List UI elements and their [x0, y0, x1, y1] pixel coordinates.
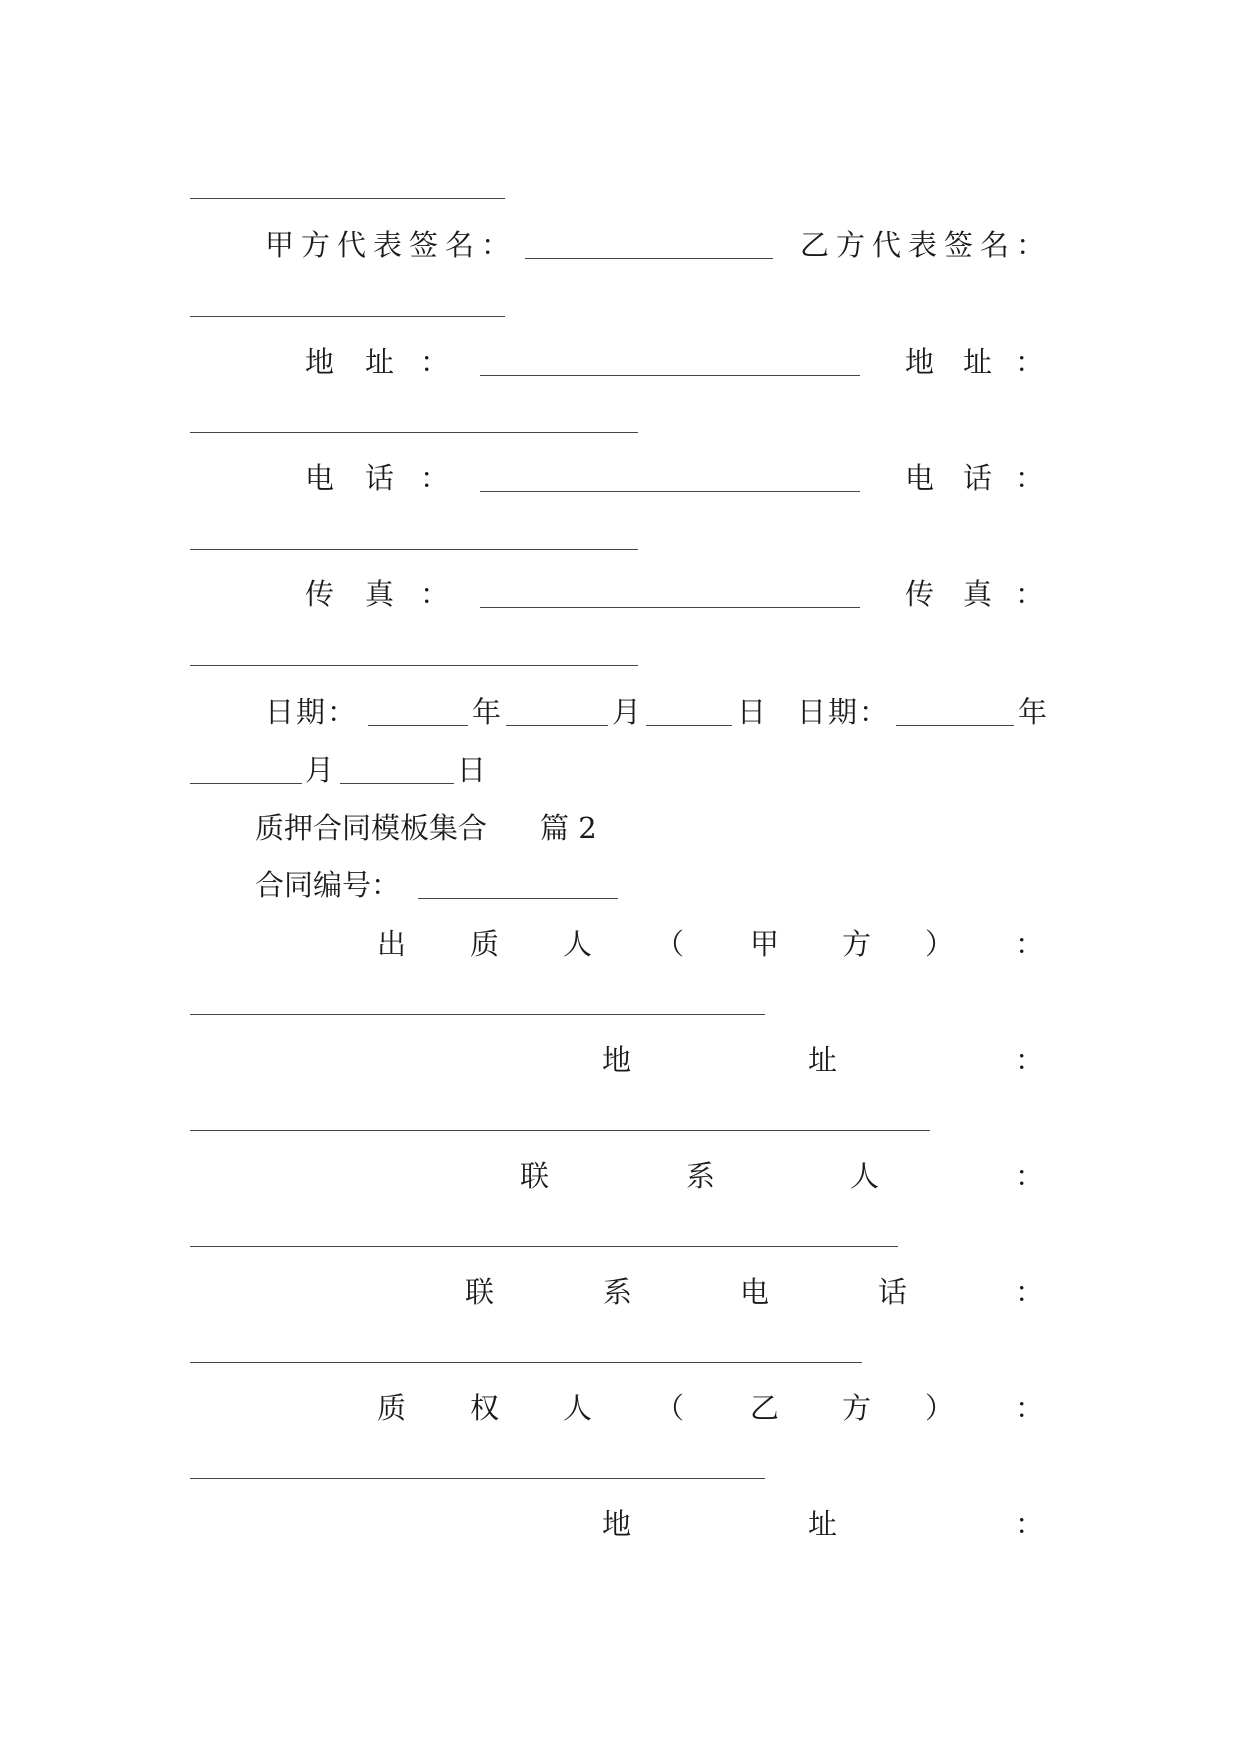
party-b-day-label: 日: [457, 753, 487, 787]
contact-colon: ：: [1015, 1159, 1045, 1193]
pledgor-char: ）: [925, 927, 955, 961]
section-part-number: 篇 2: [540, 811, 597, 845]
party-b-date-label: 日期：: [797, 695, 891, 729]
party-a-fax-colon: ：: [420, 577, 450, 611]
party-b-address-char: 地: [905, 345, 935, 379]
contact-char: 系: [686, 1159, 716, 1193]
pledgor-blank[interactable]: [190, 1014, 765, 1015]
party-b-phone-char: 电: [905, 461, 935, 495]
contact-phone-colon: ：: [1015, 1275, 1045, 1309]
party-a-month-label: 月: [612, 695, 642, 729]
pledgee-address-colon: ：: [1015, 1507, 1045, 1541]
pledgee-char: ）: [925, 1391, 955, 1425]
party-b-month-blank[interactable]: [190, 783, 302, 784]
pledgor-address-colon: ：: [1015, 1043, 1045, 1077]
pledgee-char: 方: [842, 1391, 872, 1425]
contract-number-blank[interactable]: [418, 898, 618, 899]
party-a-month-blank[interactable]: [506, 725, 608, 726]
pledgee-char: 乙: [750, 1391, 780, 1425]
pledgor-address-char: 地: [602, 1043, 632, 1077]
contact-char: 人: [850, 1159, 880, 1193]
party-a-fax-blank[interactable]: [480, 607, 860, 608]
contact-phone-blank[interactable]: [190, 1362, 862, 1363]
pledgee-address-char: 地: [602, 1507, 632, 1541]
party-a-address-char: 址: [365, 345, 395, 379]
contact-blank[interactable]: [190, 1246, 898, 1247]
party-b-sign-label: 乙方代表签名：: [800, 228, 1053, 262]
party-b-address-char: 址: [963, 345, 993, 379]
party-a-phone-char: 电: [305, 461, 335, 495]
party-a-address-blank[interactable]: [480, 375, 860, 376]
party-a-address-colon: ：: [420, 345, 450, 379]
party-a-phone-char: 话: [365, 461, 395, 495]
contact-char: 联: [520, 1159, 550, 1193]
party-b-fax-char: 传: [905, 577, 935, 611]
party-b-year-blank[interactable]: [896, 725, 1014, 726]
pledgor-char: 人: [563, 927, 593, 961]
party-b-month-label: 月: [305, 753, 335, 787]
party-b-fax-blank[interactable]: [190, 665, 638, 666]
party-b-address-colon: ：: [1015, 345, 1045, 379]
pledgor-address-blank[interactable]: [190, 1130, 930, 1131]
party-a-sign-blank[interactable]: [525, 258, 773, 259]
party-a-phone-colon: ：: [420, 461, 450, 495]
party-a-day-label: 日: [737, 695, 767, 729]
section-title: 质押合同模板集合: [255, 811, 488, 845]
contact-phone-char: 联: [465, 1275, 495, 1309]
pledgor-address-char: 址: [808, 1043, 838, 1077]
party-b-phone-char: 话: [963, 461, 993, 495]
party-b-day-blank[interactable]: [340, 783, 454, 784]
pledgor-colon: ：: [1015, 927, 1045, 961]
party-a-year-blank[interactable]: [368, 725, 468, 726]
party-a-day-blank[interactable]: [646, 725, 732, 726]
pledgee-char: 权: [470, 1391, 500, 1425]
pledgee-colon: ：: [1015, 1391, 1045, 1425]
party-a-phone-blank[interactable]: [480, 491, 860, 492]
contact-phone-char: 话: [878, 1275, 908, 1309]
blank-line: [190, 198, 505, 199]
party-b-fax-colon: ：: [1015, 577, 1045, 611]
pledgee-char: 质: [377, 1391, 407, 1425]
party-b-year-label: 年: [1018, 695, 1048, 729]
party-a-fax-char: 传: [305, 577, 335, 611]
pledgee-char: （: [655, 1391, 685, 1425]
pledgor-char: 甲: [750, 927, 780, 961]
contact-phone-char: 系: [603, 1275, 633, 1309]
pledgor-char: 方: [842, 927, 872, 961]
pledgee-blank[interactable]: [190, 1478, 765, 1479]
contract-number-label: 合同编号：: [255, 868, 401, 902]
party-a-year-label: 年: [472, 695, 502, 729]
pledgee-char: 人: [563, 1391, 593, 1425]
party-b-phone-blank[interactable]: [190, 549, 638, 550]
pledgor-char: 出: [377, 927, 407, 961]
party-b-sign-blank[interactable]: [190, 316, 505, 317]
party-a-fax-char: 真: [365, 577, 395, 611]
pledgor-char: 质: [470, 927, 500, 961]
party-a-date-label: 日期：: [265, 695, 359, 729]
party-b-address-blank[interactable]: [190, 432, 638, 433]
pledgee-address-char: 址: [808, 1507, 838, 1541]
pledgor-char: （: [655, 927, 685, 961]
party-b-phone-colon: ：: [1015, 461, 1045, 495]
party-a-address-char: 地: [305, 345, 335, 379]
party-b-fax-char: 真: [963, 577, 993, 611]
contact-phone-char: 电: [740, 1275, 770, 1309]
party-a-sign-label: 甲方代表签名：: [265, 228, 518, 262]
